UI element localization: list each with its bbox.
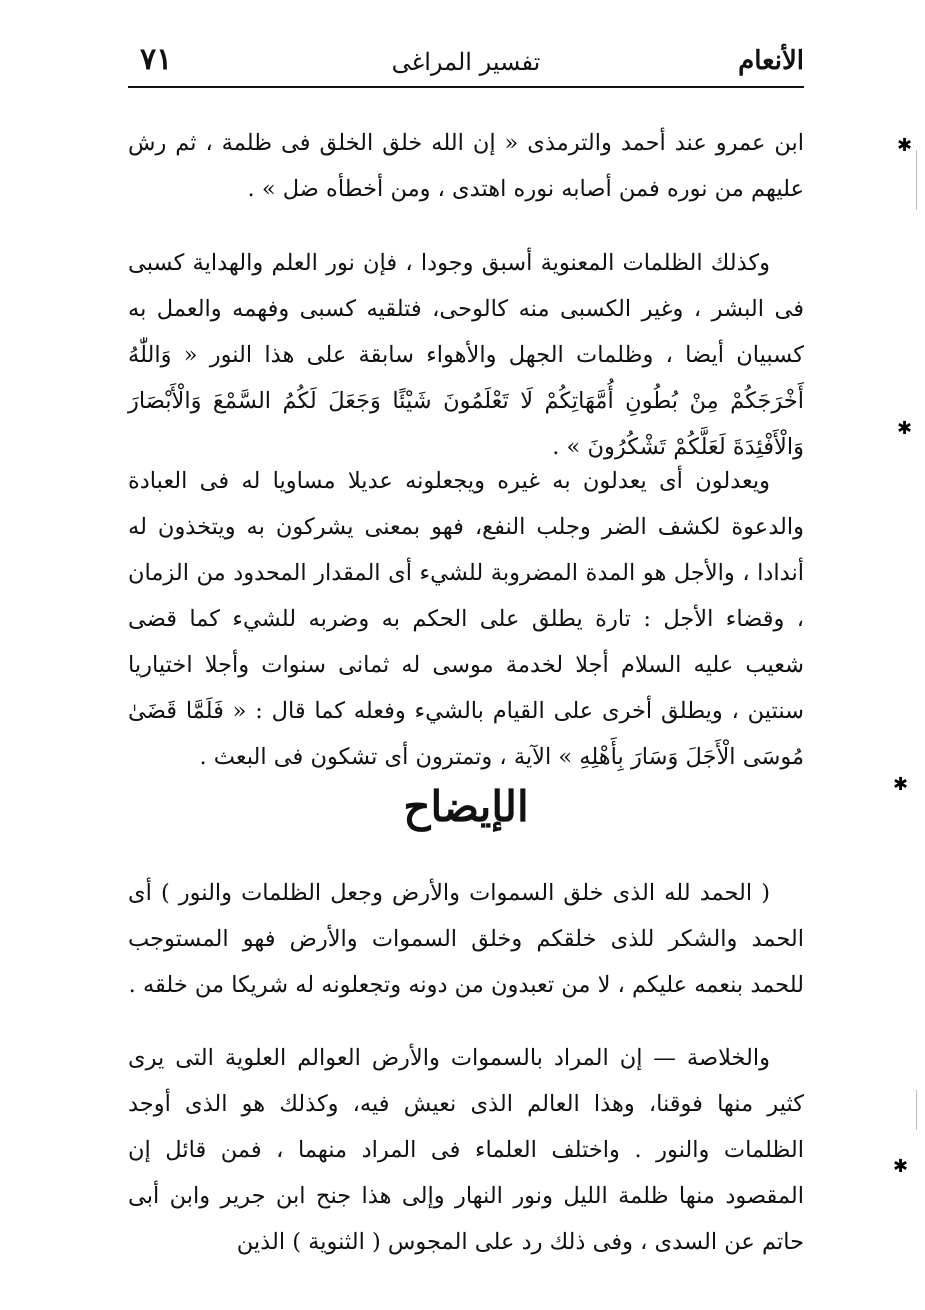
paragraph-text: ابن عمرو عند أحمد والترمذى « إن الله خلق الخلق فى ظلمة ، ثم رش عليهم من نوره فمن أصابه نوره اهتدى ، ومن أخطأه ضل » . [128, 130, 804, 202]
running-head-title: تفسير المراغى [391, 48, 541, 76]
paragraph-text: ويعدلون أى يعدلون به غيره ويجعلونه عديلا مساويا له فى العبادة والدعوة لكشف الضر وجلب النفع، فهو بمعنى يشركون به ويتخذون له أندادا ، والأجل هو المدة المضروبة للشيء أى المقدار المحدود من الزمان ، وقضاء الأجل : تارة يطلق على الحكم به وضربه للشيء كما قضى شعيب عليه السلام أجلا لخدمة موسى له ثمانى سنوات وأجلا اختياريا سنتين ، ويطلق أخرى على القيام بالشيء وفعله كما قال : « فَلَمَّا قَضَىٰ مُوسَى الْأَجَلَ وَسَارَ بِأَهْلِهِ » الآية ، وتمترون أى تشكون فى البعث . [128, 468, 804, 770]
page-header [128, 38, 804, 88]
paragraph-text: ( الحمد لله الذى خلق السموات والأرض وجعل الظلمات والنور ) أى الحمد والشكر للذى خلقكم وخلق السموات والأرض فهو المستوجب للحمد بنعمه عليكم ، لا من تعبدون من دونه وتجعلونه له شريكا من خلقه . [128, 880, 804, 998]
scan-artifact-line [916, 1090, 917, 1130]
margin-ornament-icon: ✱ [893, 1156, 909, 1177]
paragraph-text: والخلاصة — إن المراد بالسموات والأرض العوالم العلوية التى يرى كثير منها فوقنا، وهذا العالم الذى نعيش فيه، وكذلك هو الذى أوجد الظلمات والنور . واختلف العلماء فى المراد منهما ، فمن قائل إن المقصود منها ظلمة الليل ونور النهار وإلى هذا جنح ابن جرير وابن أبى حاتم عن السدى ، وفى ذلك رد على المجوس ( الثنوية ) الذين [128, 1045, 804, 1255]
paragraph-definitions [128, 458, 804, 780]
paragraph-praise [128, 870, 804, 1008]
header-rule [128, 86, 804, 88]
margin-ornament-icon: ✱ [897, 135, 913, 156]
page-number: ٧١ [140, 42, 173, 77]
paragraph-hadith [128, 120, 804, 212]
paragraph-summary [128, 1035, 804, 1265]
running-head-surah: الأنعام [738, 46, 804, 76]
section-heading: الإيضاح [403, 782, 529, 831]
margin-ornament-icon: ✱ [893, 774, 909, 795]
scan-artifact-line [916, 150, 917, 210]
paragraph-text: وكذلك الظلمات المعنوية أسبق وجودا ، فإن نور العلم والهداية كسبى فى البشر ، وغير الكسبى منه كالوحى، فتلقيه كسبى وفهمه والعمل به كسبيان أيضا ، وظلمات الجهل والأهواء سابقة على هذا النور « وَاللّٰهُ أَخْرَجَكُمْ مِنْ بُطُونِ أُمَّهَاتِكُمْ لَا تَعْلَمُونَ شَيْئًا وَجَعَلَ لَكُمُ السَّمْعَ وَالْأَبْصَارَ وَالْأَفْئِدَةَ لَعَلَّكُمْ تَشْكُرُونَ » . [128, 250, 804, 460]
margin-ornament-icon: ✱ [897, 418, 913, 439]
paragraph-moral-darkness [128, 240, 804, 470]
